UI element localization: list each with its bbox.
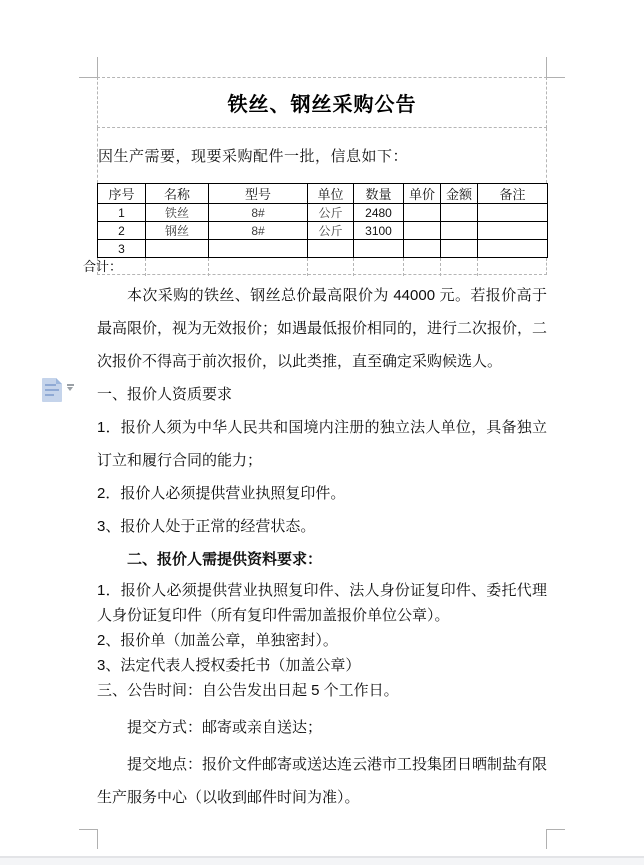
table-header-cell[interactable]: 序号 bbox=[98, 184, 146, 204]
paste-options-button[interactable] bbox=[40, 376, 76, 404]
page-bottom-edge bbox=[0, 856, 644, 865]
table-header-cell[interactable]: 型号 bbox=[209, 184, 308, 204]
document-content bbox=[83, 77, 548, 814]
table-cell[interactable]: 8# bbox=[209, 222, 308, 240]
para-s1-item-2[interactable]: 2．报价人必须提供营业执照复印件。 bbox=[97, 485, 346, 502]
table-row bbox=[98, 222, 548, 240]
items-table[interactable] bbox=[97, 183, 548, 258]
table-cell[interactable] bbox=[478, 222, 548, 240]
heading-section-3[interactable]: 三、公告时间：自公告发出日起 5 个工作日。 bbox=[97, 682, 399, 699]
crop-mark-top-left-h bbox=[79, 77, 97, 78]
table-cell[interactable] bbox=[146, 240, 209, 258]
table-cell[interactable]: 1 bbox=[98, 204, 146, 222]
total-label[interactable]: 合计： bbox=[83, 259, 123, 274]
crop-mark-top-right-v bbox=[546, 57, 547, 77]
total-cell[interactable] bbox=[308, 258, 354, 276]
table-cell[interactable] bbox=[354, 240, 404, 258]
total-cell[interactable] bbox=[478, 258, 548, 276]
table-cell[interactable] bbox=[441, 240, 478, 258]
intro-text[interactable]: 因生产需要，现要采购配件一批，信息如下： bbox=[98, 148, 409, 165]
total-row[interactable] bbox=[83, 258, 547, 275]
heading-section-1[interactable]: 一、报价人资质要求 bbox=[97, 386, 233, 403]
table-cell[interactable] bbox=[478, 204, 548, 222]
table-cell[interactable]: 3 bbox=[98, 240, 146, 258]
table-cell[interactable] bbox=[404, 204, 441, 222]
para-s2-item-2[interactable]: 2、报价单（加盖公章，单独密封）。 bbox=[97, 632, 338, 649]
para-s1-item-3[interactable]: 3、报价人处于正常的经营状态。 bbox=[97, 518, 316, 535]
title-cell[interactable] bbox=[97, 77, 547, 128]
table-row bbox=[98, 240, 548, 258]
total-cell[interactable] bbox=[146, 258, 209, 276]
heading-section-2[interactable]: 二、报价人需提供资料要求： bbox=[127, 551, 323, 568]
page-title[interactable]: 铁丝、钢丝采购公告 bbox=[227, 94, 417, 116]
para-s2-item-1[interactable]: 1．报价人必须提供营业执照复印件、法人身份证复印件、委托代理人身份证复印件（所有复印件需加盖报价单位公章）。 bbox=[97, 582, 547, 624]
para-s2-item-3[interactable]: 3、法定代表人授权委托书（加盖公章） bbox=[97, 657, 361, 674]
table-cell[interactable] bbox=[308, 240, 354, 258]
table-header-cell[interactable]: 备注 bbox=[478, 184, 548, 204]
table-header-cell[interactable]: 金额 bbox=[441, 184, 478, 204]
table-cell[interactable] bbox=[441, 204, 478, 222]
para-submit-location[interactable]: 提交地点：报价文件邮寄或送达连云港市工投集团日晒制盐有限生产服务中心（以收到邮件时间为准）。 bbox=[97, 756, 548, 806]
table-cell[interactable]: 铁丝 bbox=[146, 204, 209, 222]
para-price-limit[interactable]: 本次采购的铁丝、钢丝总价最高限价为 44000 元。若报价高于最高限价，视为无效报价；如遇最低报价相同的，进行二次报价，二次报价不得高于前次报价，以此类推，直至确定采购候选人。 bbox=[97, 287, 548, 370]
table-cell[interactable]: 公斤 bbox=[308, 204, 354, 222]
crop-mark-top-right-h bbox=[547, 77, 565, 78]
table-cell[interactable]: 2 bbox=[98, 222, 146, 240]
table-header-cell[interactable]: 数量 bbox=[354, 184, 404, 204]
table-cell[interactable]: 3100 bbox=[354, 222, 404, 240]
total-cell[interactable] bbox=[209, 258, 308, 276]
crop-mark-bottom-right-h bbox=[547, 829, 565, 830]
intro-cell[interactable] bbox=[97, 128, 547, 183]
chevron-down-icon bbox=[66, 384, 75, 392]
table-cell[interactable]: 8# bbox=[209, 204, 308, 222]
para-submit-method[interactable]: 提交方式：邮寄或亲自送达； bbox=[127, 719, 323, 736]
table-row bbox=[98, 204, 548, 222]
table-cell[interactable]: 公斤 bbox=[308, 222, 354, 240]
table-cell[interactable] bbox=[404, 240, 441, 258]
total-cell[interactable] bbox=[441, 258, 478, 276]
crop-mark-top-left-v bbox=[97, 57, 98, 77]
table-cell[interactable] bbox=[478, 240, 548, 258]
table-header-row bbox=[98, 184, 548, 204]
total-cell[interactable] bbox=[354, 258, 404, 276]
para-s1-item-1[interactable]: 1．报价人须为中华人民共和国境内注册的独立法人单位，具备独立订立和履行合同的能力； bbox=[97, 419, 547, 469]
crop-mark-bottom-left-v bbox=[97, 829, 98, 849]
table-header-cell[interactable]: 单价 bbox=[404, 184, 441, 204]
table-cell[interactable] bbox=[441, 222, 478, 240]
table-cell[interactable] bbox=[209, 240, 308, 258]
total-cell[interactable] bbox=[404, 258, 441, 276]
paste-clipboard-icon bbox=[42, 378, 62, 402]
table-header-cell[interactable]: 名称 bbox=[146, 184, 209, 204]
table-header-cell[interactable]: 单位 bbox=[308, 184, 354, 204]
table-cell[interactable]: 钢丝 bbox=[146, 222, 209, 240]
crop-mark-bottom-right-v bbox=[546, 829, 547, 849]
table-cell[interactable] bbox=[404, 222, 441, 240]
table-cell[interactable]: 2480 bbox=[354, 204, 404, 222]
crop-mark-bottom-left-h bbox=[79, 829, 97, 830]
